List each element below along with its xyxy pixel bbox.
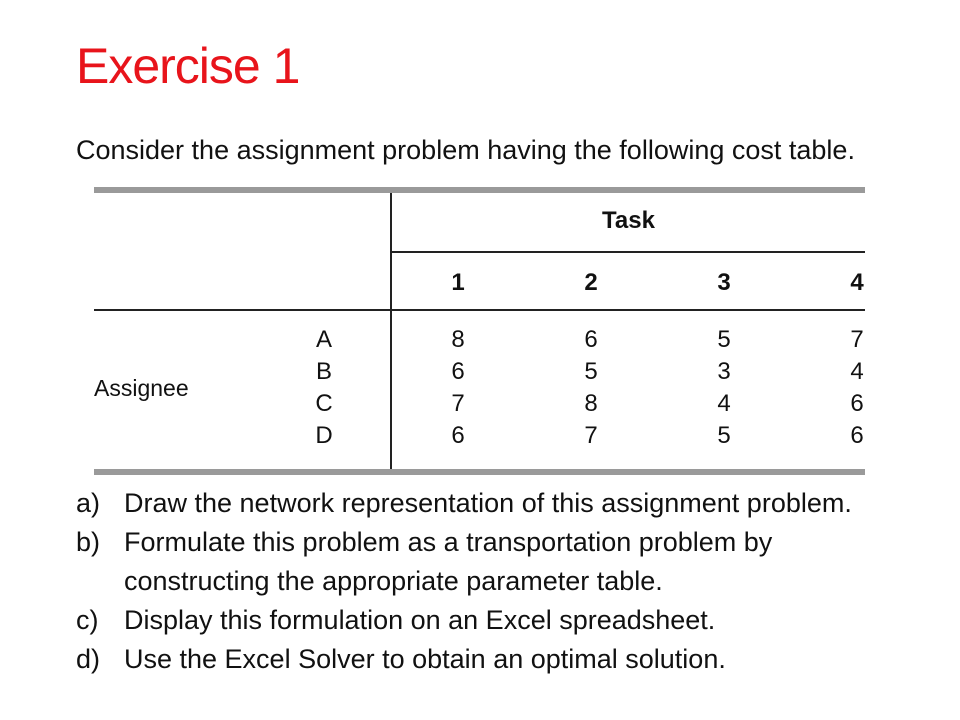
table-cell: 6 [451, 422, 465, 449]
list-item-b [76, 523, 946, 601]
table-bottom-rule [94, 469, 865, 475]
table-cell: 6 [850, 390, 864, 417]
task-header-rule [392, 251, 865, 253]
row-label-c: C [315, 390, 333, 417]
column-header-rule [94, 309, 865, 311]
table-cell: 5 [584, 358, 598, 385]
table-cell: 8 [584, 390, 598, 417]
column-header-4: 4 [850, 269, 864, 296]
list-item-c [76, 601, 946, 640]
item-text: Draw the network representation of this assignment problem. [124, 488, 852, 518]
item-text: Use the Excel Solver to obtain an optimal solution. [124, 644, 726, 674]
table-cell: 6 [451, 358, 465, 385]
table-top-rule [94, 187, 865, 193]
assignee-label: Assignee [94, 375, 189, 401]
column-header-2: 2 [584, 269, 598, 296]
table-cell: 6 [850, 422, 864, 449]
item-marker: c) [76, 605, 99, 635]
table-cell: 7 [850, 326, 864, 353]
table-cell: 6 [584, 326, 598, 353]
list-item-d [76, 640, 946, 679]
row-label-d: D [315, 422, 333, 449]
table-cell: 4 [850, 358, 864, 385]
table-cell: 8 [451, 326, 465, 353]
table-cell: 3 [717, 358, 731, 385]
table-cell: 7 [584, 422, 598, 449]
task-header: Task [602, 207, 655, 234]
exercise-list [76, 484, 946, 679]
table-cell: 5 [717, 422, 731, 449]
column-header-3: 3 [717, 269, 731, 296]
table-cell: 7 [451, 390, 465, 417]
item-text: Formulate this problem as a transportation problem by [124, 527, 773, 557]
table-cell: 4 [717, 390, 731, 417]
item-marker: a) [76, 488, 101, 518]
cost-table [94, 187, 865, 475]
list-item-a [76, 484, 946, 523]
item-marker: b) [76, 527, 101, 557]
column-header-1: 1 [451, 269, 465, 296]
table-cell: 5 [717, 326, 731, 353]
row-label-a: A [315, 326, 332, 353]
item-text: constructing the appropriate parameter table. [124, 566, 663, 596]
item-text: Display this formulation on an Excel spreadsheet. [124, 605, 716, 635]
row-label-b: B [315, 358, 332, 385]
intro-text: Consider the assignment problem having the following cost table. [76, 135, 855, 165]
item-marker: d) [76, 644, 101, 674]
slide-title: Exercise 1 [76, 38, 300, 94]
